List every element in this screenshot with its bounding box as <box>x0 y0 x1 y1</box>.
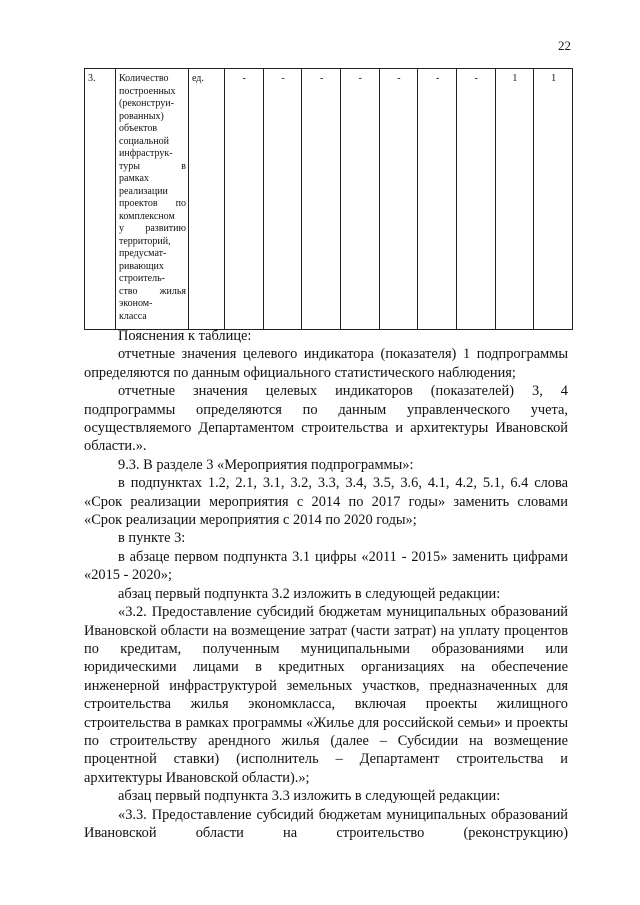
value-cell: - <box>418 69 457 330</box>
page-number: 22 <box>558 38 571 53</box>
table-notes-heading: Пояснения к таблице: <box>118 328 252 344</box>
indicator-name-line: социальной <box>119 135 169 147</box>
value-cell: - <box>302 69 341 330</box>
indicator-name-line: (реконструи- <box>119 98 174 109</box>
indicator-name-line: построенных <box>119 85 176 97</box>
value-cell: 1 <box>534 69 573 330</box>
unit-cell: ед. <box>189 69 225 330</box>
value-cell: - <box>379 69 418 330</box>
indicator-name-line: Количество <box>119 73 169 84</box>
indicator-name-line: ство жилья <box>119 285 186 297</box>
indicator-name-line: эконом- <box>119 298 153 309</box>
paragraph: 9.3. В разделе 3 «Мероприятия подпрограммы»: <box>118 456 414 473</box>
indicator-name-line: ривающих <box>119 260 164 272</box>
indicator-name-line: реализации <box>119 185 168 197</box>
indicator-name-line: класса <box>119 310 147 322</box>
indicator-name-line: предусмат- <box>119 248 167 259</box>
paragraph: абзац первый подпункта 3.2 изложить в следующей редакции: <box>118 585 501 602</box>
indicator-name-line: объектов <box>119 123 158 134</box>
value-cell: - <box>340 69 379 330</box>
document-body <box>84 327 568 842</box>
indicator-name-line: у развитию <box>119 223 186 234</box>
value-cell: - <box>263 69 302 330</box>
paragraph: «3.3. Предоставление субсидий бюджетам муниципальных образований Ивановской области на строительство (реконструкцию) <box>84 806 568 841</box>
paragraph: в абзаце первом подпункта 3.1 цифры «2011 - 2015» заменить цифрами «2015 - 2020»; <box>84 548 568 584</box>
paragraph: абзац первый подпункта 3.3 изложить в следующей редакции: <box>118 788 501 805</box>
indicator-table <box>84 68 573 330</box>
paragraph: «3.2. Предоставление субсидий бюджетам муниципальных образований Ивановской области на возмещение затрат (части затрат) на уплату процентов по кредитам, полученным муниципальными образованиями или юридическими лицами в кредитных организациях на обеспечение инженерной инфраструктурой земельных участков, предназначенных для строительства жилья экономкласса, включая проекты жилищного строительства в рамках программы «Жилье для российской семьи» и проекты по строительству арендного жилья (далее – Субсидии на возмещение процентной ставки) (исполнитель – Департамент строительства и архитектуры Ивановской области).»; <box>84 604 568 786</box>
indicator-name-line: строитель- <box>119 273 165 284</box>
indicator-name-line: рамках <box>119 173 149 184</box>
indicator-name-line: территорий, <box>119 235 171 247</box>
paragraph: в подпунктах 1.2, 2.1, 3.1, 3.2, 3.3, 3.4, 3.5, 3.6, 4.1, 4.2, 5.1, 6.4 слова «Срок реализации мероприятия с 2014 по 2017 годы» заменить словами «Срок реализации мероприятия с 2014 по 2020 годы»; <box>84 475 568 529</box>
indicator-name-line: рованных) <box>119 110 164 122</box>
paragraph: отчетные значения целевых индикаторов (показателей) 3, 4 подпрограммы определяются по данным управленческого учета, осуществляемого Департаментом строительства и архитектуры Ивановской области.». <box>84 383 568 455</box>
indicator-name-line: проектов по <box>119 198 186 209</box>
table-row <box>85 69 573 330</box>
row-number-cell: 3. <box>85 69 116 330</box>
value-cell: - <box>225 69 264 330</box>
indicator-name-line: туры в <box>119 160 186 172</box>
paragraph: отчетные значения целевого индикатора (показателя) 1 подпрограммы определяются по данным официального статистического наблюдения; <box>84 346 568 381</box>
indicator-name-line: комплексном <box>119 210 175 222</box>
indicator-name-line: инфраструк- <box>119 148 173 159</box>
indicator-name-cell <box>116 69 189 330</box>
value-cell: 1 <box>495 69 534 330</box>
value-cell: - <box>456 69 495 330</box>
paragraph: в пункте 3: <box>118 530 186 547</box>
